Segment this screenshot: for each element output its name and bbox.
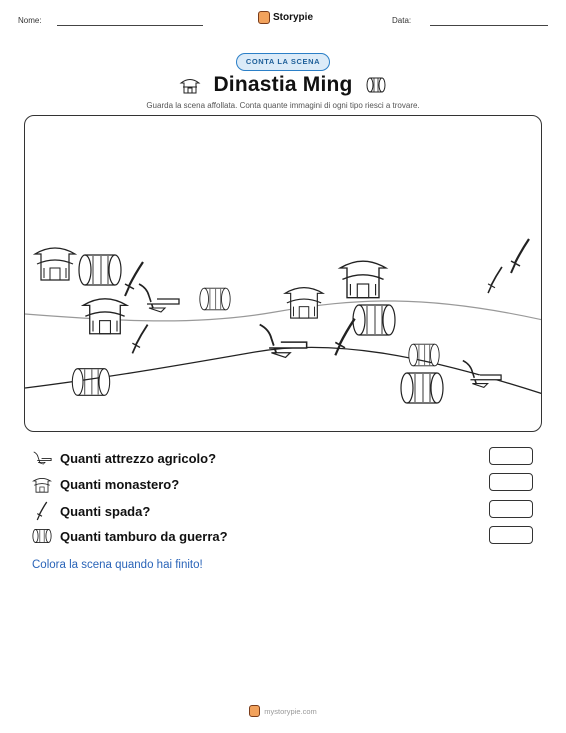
plow-icon	[32, 449, 52, 467]
war-drum-icon	[77, 252, 123, 288]
answer-box-plow[interactable]	[489, 447, 533, 465]
activity-badge: CONTA LA SCENA	[236, 53, 330, 71]
plow-icon	[135, 280, 181, 316]
date-label: Data:	[392, 16, 412, 25]
plow-icon	[255, 318, 309, 364]
name-label: Nome:	[18, 16, 42, 25]
war-drum-icon	[197, 286, 233, 312]
plow-icon	[459, 356, 503, 392]
war-drum-icon	[399, 370, 445, 406]
storypie-logo-icon	[249, 705, 260, 717]
question-sword	[32, 501, 150, 521]
sword-icon	[331, 312, 359, 362]
monastery-icon	[33, 240, 77, 282]
question-text: Quanti attrezzo agricolo?	[60, 450, 217, 466]
sword-icon	[129, 320, 151, 358]
question-monastery	[32, 475, 179, 493]
war-drum-icon	[32, 528, 52, 544]
footer-url: mystorypie.com	[264, 706, 317, 716]
storypie-logo-icon	[258, 11, 270, 24]
question-text: Quanti tamburo da guerra?	[60, 528, 228, 544]
answer-box-monastery[interactable]	[489, 473, 533, 491]
brand	[258, 11, 313, 24]
war-drum-icon	[365, 75, 387, 95]
monastery-icon	[283, 280, 325, 320]
page-title: Dinastia Ming	[213, 73, 353, 96]
counting-scene	[24, 115, 542, 432]
war-drum-icon	[407, 342, 441, 368]
question-war-drum	[32, 528, 228, 544]
title-row	[0, 73, 566, 97]
instructions: Guarda la scena affollata. Conta quante immagini di ogni tipo riesci a trovare.	[146, 101, 420, 110]
answer-box-war-drum[interactable]	[489, 526, 533, 544]
answer-box-sword[interactable]	[489, 500, 533, 518]
monastery-icon	[335, 252, 391, 300]
sword-icon	[485, 260, 505, 300]
date-line[interactable]	[430, 25, 548, 26]
question-text: Quanti spada?	[60, 503, 151, 519]
question-text: Quanti monastero?	[60, 476, 180, 492]
brand-name: Storypie	[273, 12, 314, 23]
monastery-icon	[32, 475, 52, 493]
sword-icon	[507, 232, 533, 280]
coloring-note: Colora la scena quando hai finito!	[32, 559, 203, 571]
name-line[interactable]	[57, 25, 203, 26]
monastery-icon	[179, 75, 201, 95]
question-plow	[32, 449, 216, 467]
sword-icon	[32, 501, 52, 521]
war-drum-icon	[69, 366, 113, 398]
footer	[0, 705, 566, 717]
